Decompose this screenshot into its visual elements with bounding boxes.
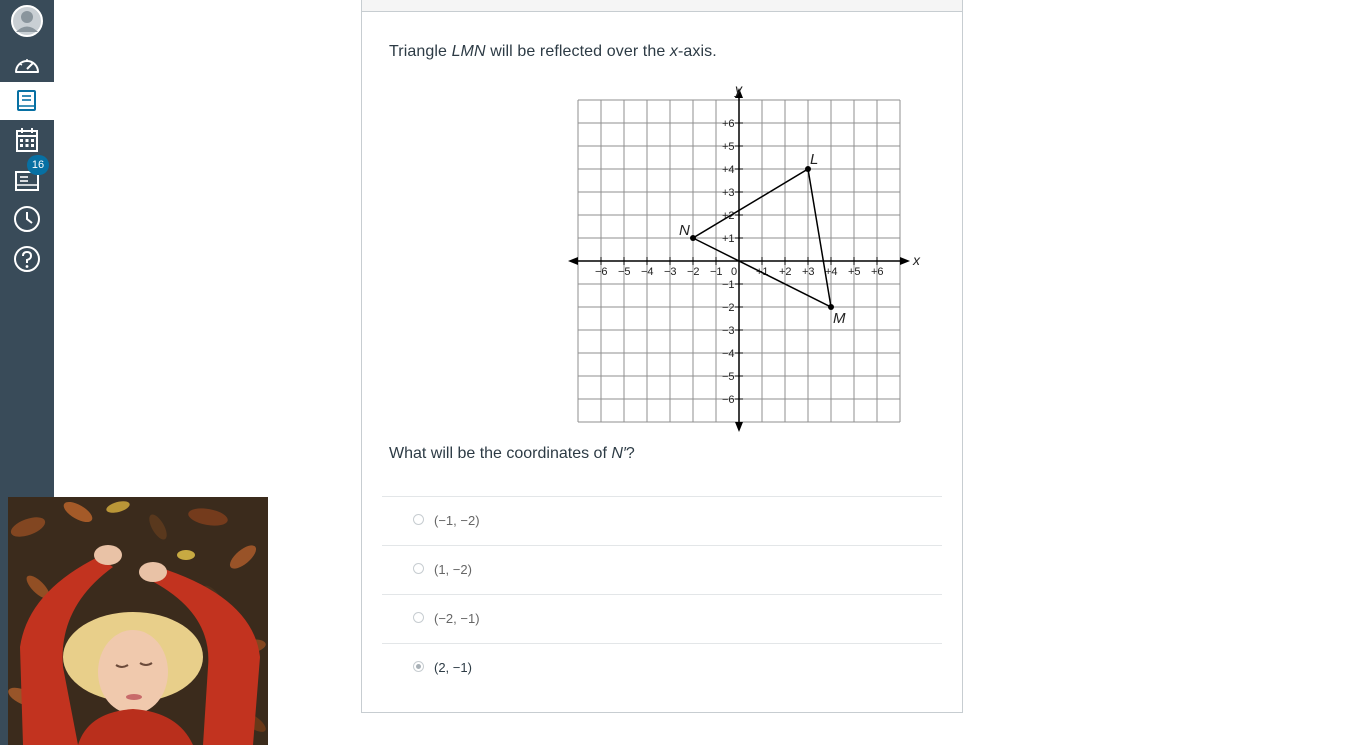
- nav-calendar[interactable]: [0, 121, 54, 159]
- x-axis-arrow-right: [900, 257, 910, 265]
- book-icon: [16, 89, 38, 113]
- y-tick-label: +1: [722, 233, 735, 245]
- calendar-icon: [15, 127, 39, 153]
- y-tick-label: +3: [722, 187, 735, 199]
- y-tick-label: −1: [722, 279, 735, 291]
- answer-label-3: (−2, −1): [434, 611, 480, 626]
- clock-icon: [13, 205, 41, 233]
- x-axis-arrow-left: [568, 257, 578, 265]
- x-tick-label: +2: [779, 266, 792, 278]
- x-tick-label: +6: [871, 266, 884, 278]
- coordinate-plane: [569, 80, 920, 425]
- x-tick-label: −6: [595, 266, 608, 278]
- x-axis-label: x: [913, 252, 920, 268]
- y-tick-label: +2: [722, 210, 735, 222]
- origin-label: 0: [731, 266, 738, 278]
- answer-label-2: (1, −2): [434, 562, 472, 577]
- answer-radio-4[interactable]: [413, 661, 424, 672]
- inbox-unread-badge: 16: [27, 155, 49, 175]
- question-card: [361, 0, 963, 713]
- question-header-bar: [362, 0, 962, 12]
- webcam-photo: [8, 497, 268, 745]
- x-tick-label: −2: [687, 266, 700, 278]
- answer-label-4: (2, −1): [434, 660, 472, 675]
- x-tick-label: +1: [756, 266, 769, 278]
- y-tick-label: −5: [722, 371, 735, 383]
- x-tick-label: −4: [641, 266, 654, 278]
- y-tick-label: −3: [722, 325, 735, 337]
- vertex-label-l: L: [810, 151, 819, 168]
- x-tick-label: +5: [848, 266, 861, 278]
- answer-radio-3[interactable]: [413, 612, 424, 623]
- vertex-point-n: [690, 235, 696, 241]
- vertex-label-n: N: [679, 222, 690, 239]
- nav-dashboard[interactable]: [0, 45, 54, 83]
- x-tick-label: −5: [618, 266, 631, 278]
- x-tick-label: +3: [802, 266, 815, 278]
- answer-list: [382, 496, 942, 692]
- answer-radio-2[interactable]: [413, 563, 424, 574]
- avatar-icon: [11, 5, 43, 37]
- y-tick-label: +5: [722, 141, 735, 153]
- nav-courses[interactable]: [0, 82, 54, 120]
- x-tick-label: +4: [825, 266, 838, 278]
- y-axis-label: y: [735, 81, 742, 97]
- y-axis-arrow-down: [735, 422, 743, 432]
- question-ask: What will be the coordinates of N′?: [389, 445, 635, 462]
- nav-inbox[interactable]: [0, 161, 54, 199]
- answer-label-1: (−1, −2): [434, 513, 480, 528]
- y-tick-label: −2: [722, 302, 735, 314]
- x-tick-label: −3: [664, 266, 677, 278]
- answer-option-4[interactable]: [382, 643, 942, 692]
- y-tick-label: +4: [722, 164, 735, 176]
- x-tick-label: −1: [710, 266, 723, 278]
- answer-option-2[interactable]: [382, 545, 942, 594]
- vertex-label-m: M: [833, 310, 846, 327]
- help-icon: [13, 245, 41, 273]
- answer-radio-1[interactable]: [413, 514, 424, 525]
- y-tick-label: −4: [722, 348, 735, 360]
- y-tick-label: −6: [722, 394, 735, 406]
- dashboard-icon: [13, 53, 41, 75]
- nav-history[interactable]: [0, 200, 54, 238]
- nav-help[interactable]: [0, 240, 54, 278]
- answer-option-1[interactable]: [382, 496, 942, 545]
- question-prompt: Triangle LMN will be reflected over the x-axis.: [389, 43, 717, 60]
- y-tick-label: +6: [722, 118, 735, 130]
- nav-account[interactable]: [0, 2, 54, 40]
- answer-option-3[interactable]: [382, 594, 942, 643]
